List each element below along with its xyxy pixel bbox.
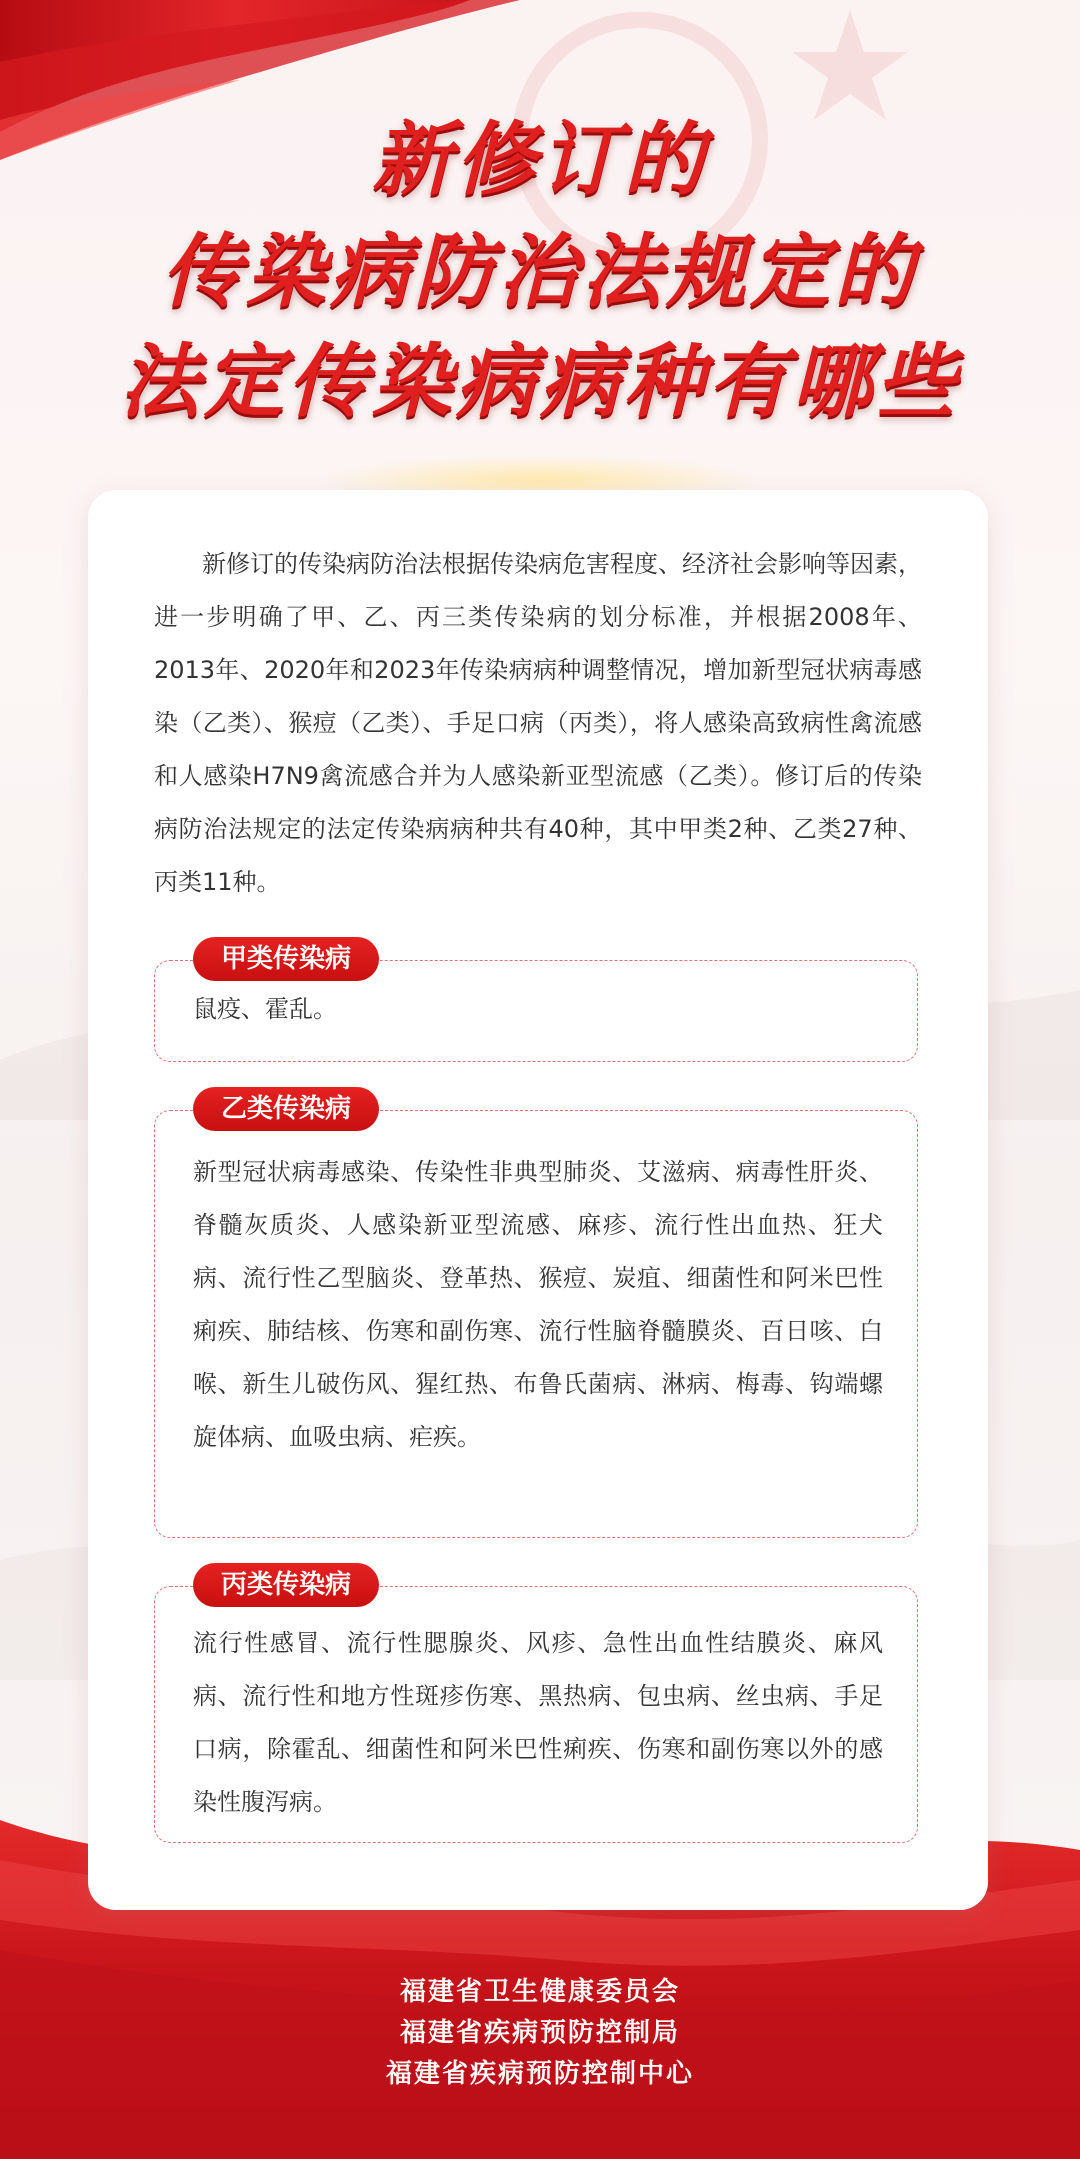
page-title [0,113,1080,428]
section-class-b [154,1094,918,1538]
section-class-c-text: 流行性感冒、流行性腮腺炎、风疹、急性出血性结膜炎、麻风病、流行性和地方性斑疹伤寒、黑热病、包虫病、丝虫病、手足口病，除霍乱、细菌性和阿米巴性痢疾、伤寒和副伤寒以外的感染性腹泻病。 [193,1629,883,1816]
section-class-a-text: 鼠疫、霍乱。 [193,995,337,1023]
title-line-3: 法定传染病病种有哪些 [120,335,960,428]
intro-paragraph: 新修订的传染病防治法根据传染病危害程度、经济社会影响等因素，进一步明确了甲、乙、丙三类传染病的划分标准，并根据2008年、2013年、2020年和2023年传染病病种调整情况，增加新型冠状病毒感染（乙类）、猴痘（乙类）、手足口病（丙类），将人感染高致病性禽流感和人感染H7N9禽流感合并为人感染新亚型流感（乙类）。修订后的传染病防治法规定的法定传染病病种共有40种，其中甲类2种、乙类27种、丙类11种。 [154,550,922,896]
footer [0,1972,1080,2095]
footer-org-2: 福建省疾病预防控制局 [399,2018,680,2048]
title-line-2: 传染病防治法规定的 [162,225,918,318]
footer-org-3: 福建省疾病预防控制中心 [385,2059,694,2089]
section-class-b-text: 新型冠状病毒感染、传染性非典型肺炎、艾滋病、病毒性肝炎、脊髓灰质炎、人感染新亚型流感、麻疹、流行性出血热、狂犬病、流行性乙型脑炎、登革热、猴痘、炭疽、细菌性和阿米巴性痢疾、肺结核、伤寒和副伤寒、流行性脑脊髓膜炎、百日咳、白喉、新生儿破伤风、猩红热、布鲁氏菌病、淋病、梅毒、钩端螺旋体病、血吸虫病、疟疾。 [193,1158,883,1451]
section-class-a [154,944,918,1062]
section-class-a-label: 甲类传染病 [193,937,379,981]
content-card [88,490,988,1910]
section-class-c [154,1570,918,1843]
title-line-1: 新修订的 [372,113,708,206]
footer-org-1: 福建省卫生健康委员会 [399,1977,680,2007]
section-class-b-label: 乙类传染病 [193,1087,379,1131]
section-class-c-label: 丙类传染病 [193,1563,379,1607]
